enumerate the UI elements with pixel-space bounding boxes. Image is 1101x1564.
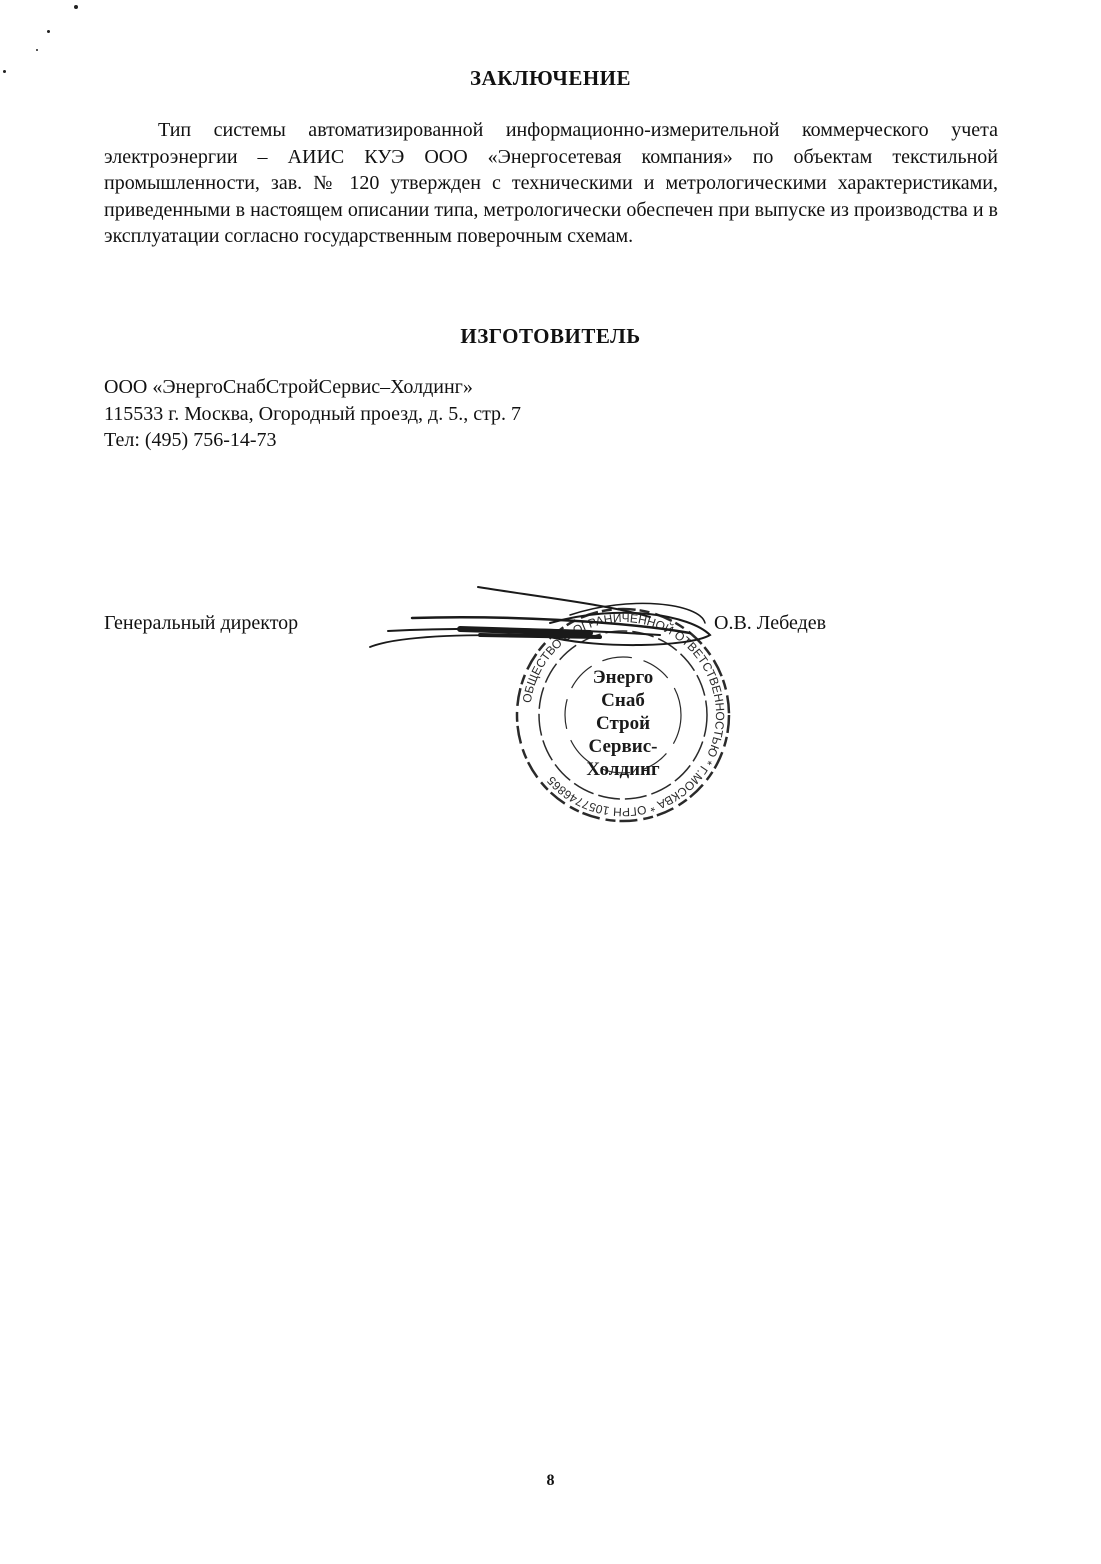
svg-text:Снаб: Снаб bbox=[601, 690, 645, 711]
scan-speck bbox=[47, 30, 50, 33]
seal-center-text bbox=[586, 667, 660, 780]
handwritten-signature bbox=[370, 587, 710, 647]
director-position: Генеральный директор bbox=[104, 612, 299, 634]
director-name: О.В. Лебедев bbox=[714, 612, 827, 634]
svg-text:Строй: Строй bbox=[595, 713, 651, 734]
conclusion-paragraph: Тип системы автоматизированной информационно-измерительной коммерческого учета электроэнергии – АИИС КУЭ ООО «Энергосетевая компания» по объектам текстильной промышленности, зав. № 120 утвержден с техническими и метрологическими характеристиками, приведенными в настоящем описании типа, метрологически обеспечен при выпуске из производства и в эксплуатации согласно государственным поверочным схемам. bbox=[104, 119, 998, 248]
manufacturer-name: ООО «ЭнергоСнабСтройСервис–Холдинг» bbox=[104, 376, 473, 398]
manufacturer-address: 115533 г. Москва, Огородный проезд, д. 5., стр. 7 bbox=[104, 402, 522, 425]
scan-speck bbox=[36, 49, 38, 51]
signature-and-seal bbox=[360, 575, 740, 850]
svg-text:Холдинг: Холдинг bbox=[586, 759, 660, 780]
seal-ring-text: ОБЩЕСТВО С ОГРАНИЧЕННОЙ ОТВЕТСТВЕННОСТЬЮ * Г.МОСКВА * ОГРН 1057746865 bbox=[519, 610, 728, 820]
svg-text:Энерго: Энерго bbox=[592, 667, 654, 688]
manufacturer-details bbox=[104, 374, 521, 454]
page-number: 8 bbox=[546, 1472, 555, 1489]
scan-speck bbox=[74, 5, 78, 9]
manufacturer-heading: ИЗГОТОВИТЕЛЬ bbox=[460, 324, 641, 348]
manufacturer-phone: Тел: (495) 756-14-73 bbox=[104, 429, 277, 451]
conclusion-heading: ЗАКЛЮЧЕНИЕ bbox=[469, 66, 632, 90]
svg-text:Сервис-: Сервис- bbox=[588, 736, 658, 757]
